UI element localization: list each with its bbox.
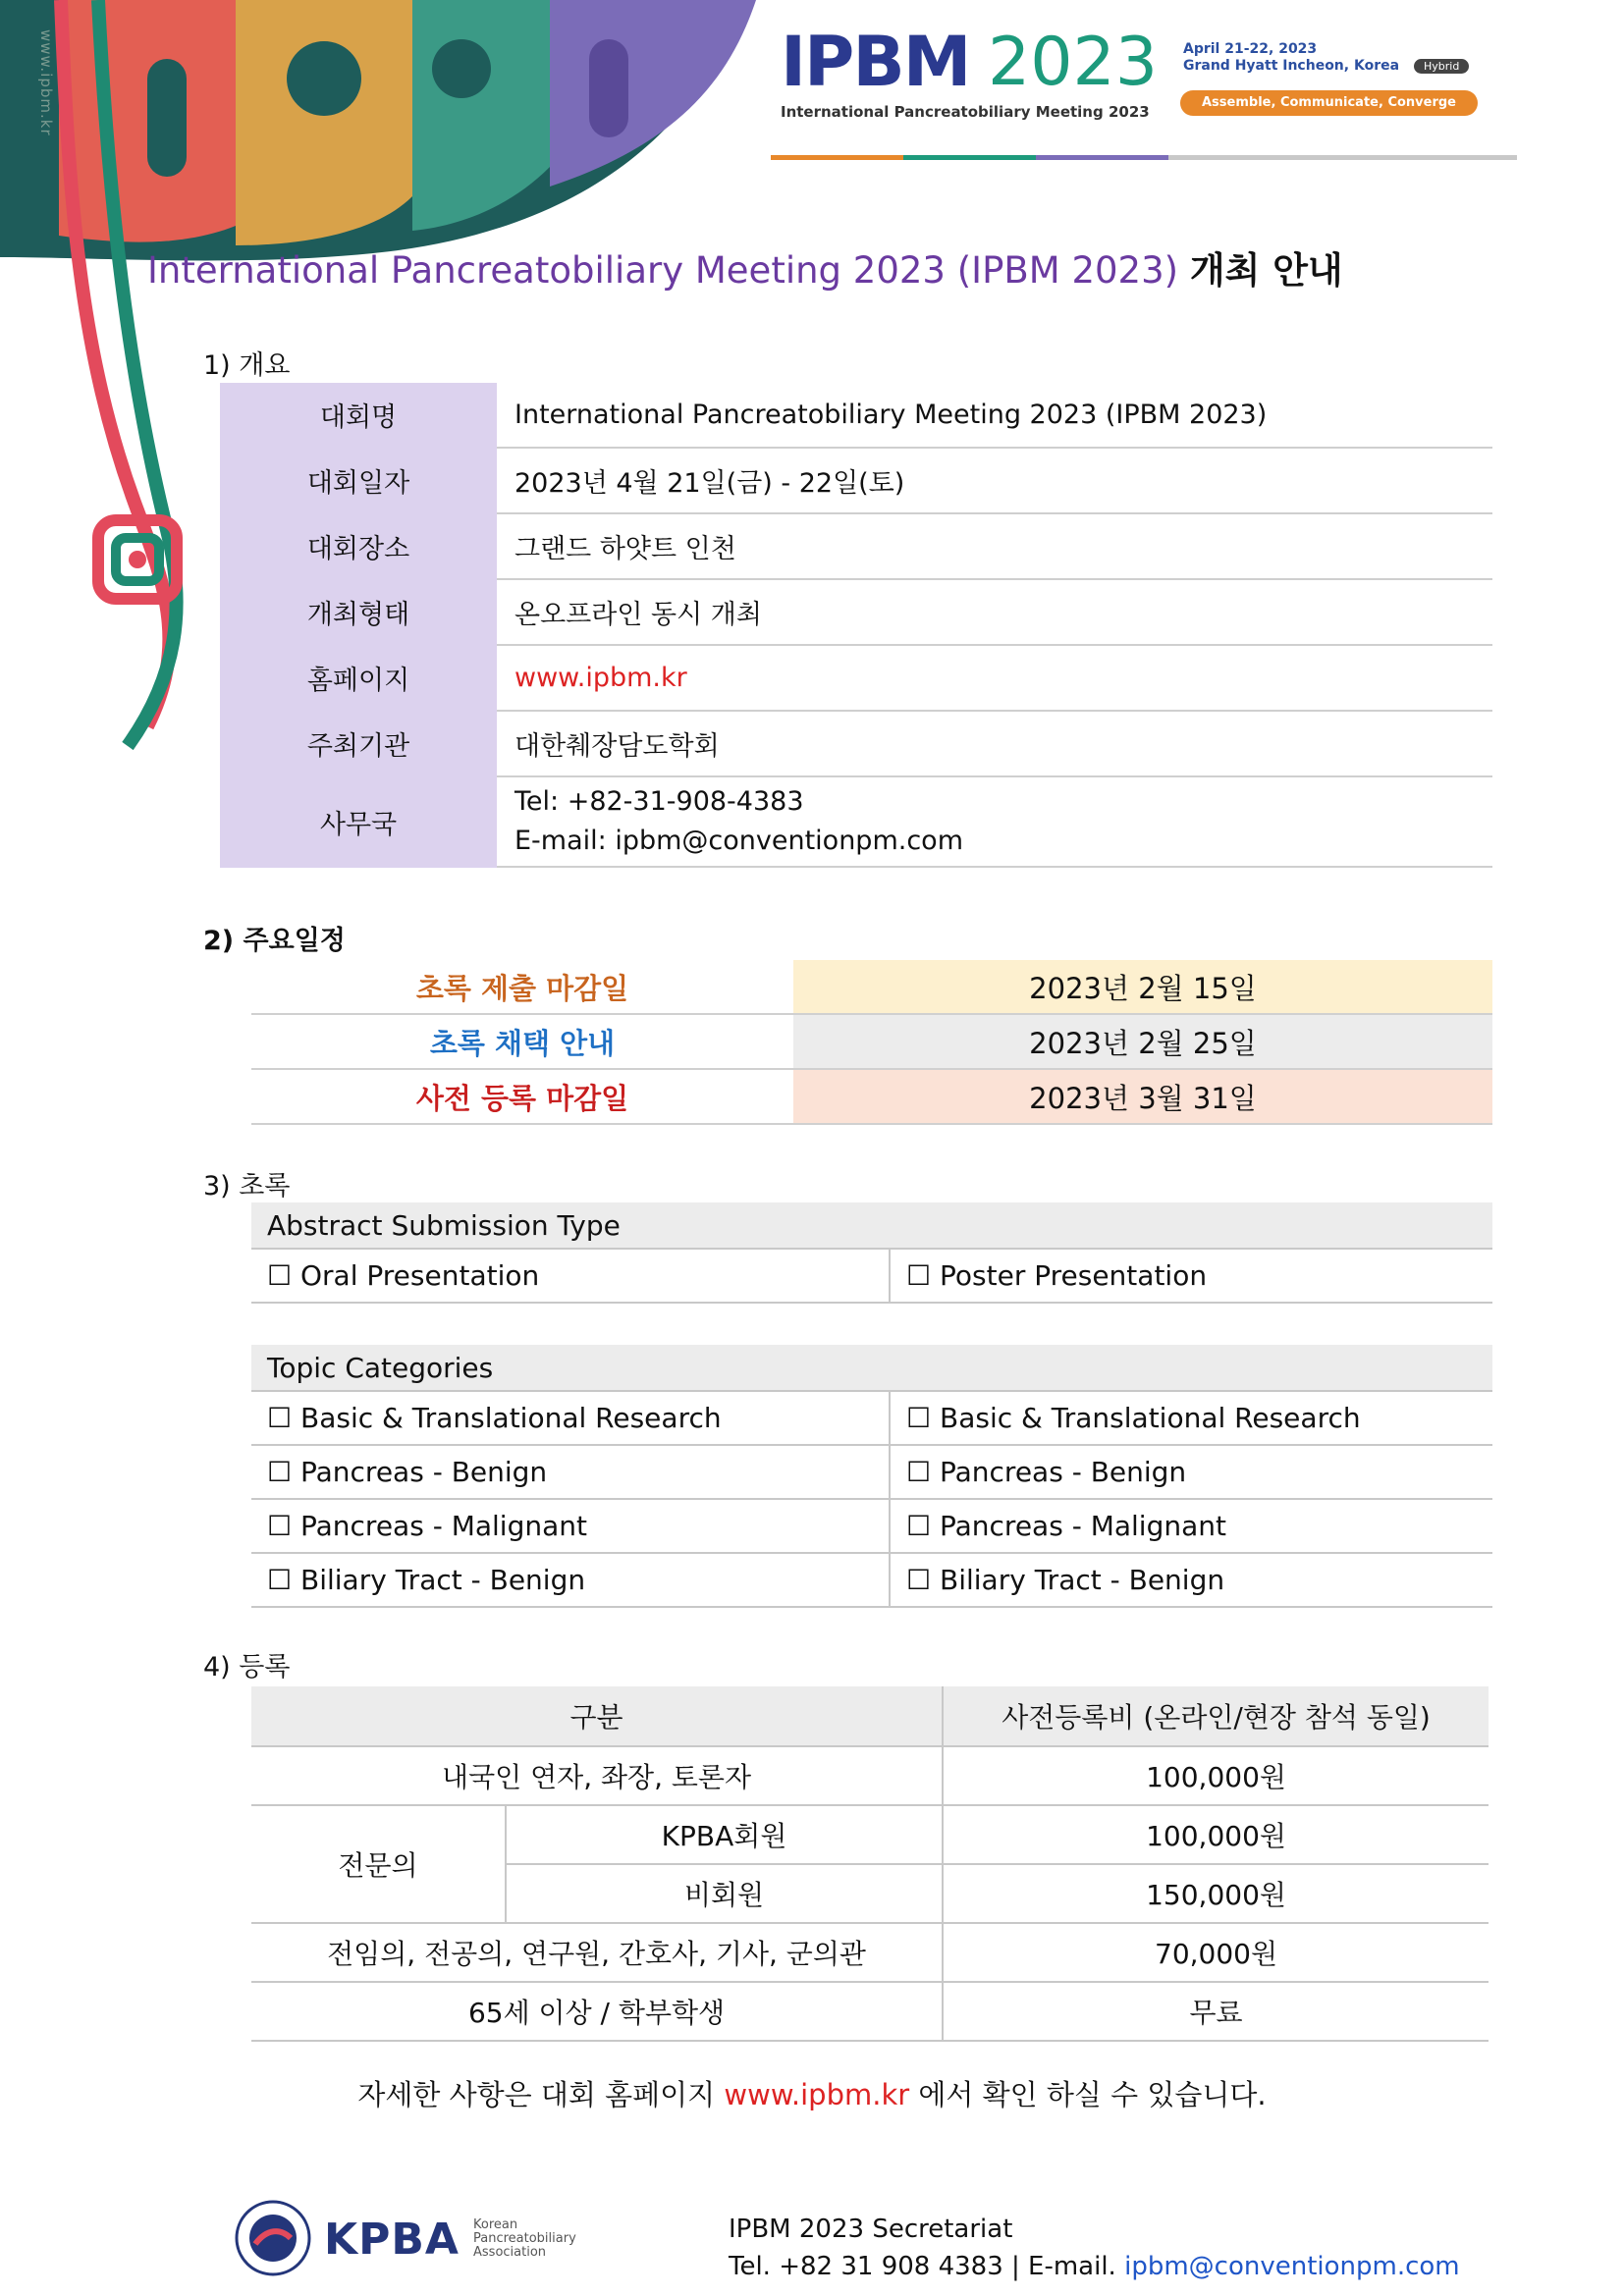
table-row bbox=[220, 645, 1492, 711]
schedule-label: 사전 등록 마감일 bbox=[251, 1069, 793, 1124]
page-title bbox=[147, 240, 1343, 294]
schedule-label: 초록 제출 마감일 bbox=[251, 960, 793, 1014]
event-logo-text: IPBM bbox=[781, 22, 970, 102]
schedule-table bbox=[251, 960, 1492, 1125]
fee-cell: 150,000원 bbox=[943, 1864, 1489, 1923]
table-row bbox=[220, 776, 1492, 867]
section-heading-overview: 1) 개요 bbox=[203, 350, 291, 381]
table-row bbox=[251, 1202, 1492, 1249]
event-date: April 21-22, 2023 bbox=[1183, 41, 1318, 57]
topic-checkbox[interactable]: ☐ Basic & Translational Research bbox=[890, 1391, 1492, 1445]
footer-note-before: 자세한 사항은 대회 홈페이지 bbox=[357, 2078, 716, 2111]
row-value: International Pancreatobiliary Meeting 2023 (IPBM 2023) bbox=[497, 383, 1492, 448]
col-header-fee: 사전등록비 (온라인/현장 참석 동일) bbox=[943, 1686, 1489, 1746]
table-row bbox=[251, 1982, 1489, 2041]
topic-checkbox[interactable]: ☐ Biliary Tract - Benign bbox=[890, 1553, 1492, 1607]
topic-categories-table bbox=[251, 1345, 1492, 1608]
fee-cell: 100,000원 bbox=[943, 1746, 1489, 1805]
table-row bbox=[251, 1391, 1492, 1445]
category-cell: 65세 이상 / 학부학생 bbox=[251, 1982, 943, 2041]
topic-checkbox[interactable]: ☐ Pancreas - Malignant bbox=[251, 1499, 890, 1553]
category-cell: 전문의 bbox=[251, 1805, 506, 1923]
secretariat-name: IPBM 2023 Secretariat bbox=[729, 2215, 1013, 2244]
table-row bbox=[251, 1249, 1492, 1303]
row-label: 사무국 bbox=[220, 776, 497, 867]
footer-homepage-link[interactable]: www.ipbm.kr bbox=[724, 2078, 910, 2111]
table-row bbox=[251, 1746, 1489, 1805]
row-value: 대한췌장담도학회 bbox=[497, 711, 1492, 776]
schedule-date: 2023년 3월 31일 bbox=[793, 1069, 1492, 1124]
section-heading-abstract: 3) 초록 bbox=[203, 1171, 291, 1201]
kpba-sub-line: Korean bbox=[473, 2217, 518, 2232]
table-row bbox=[220, 383, 1492, 448]
subcategory-cell: KPBA회원 bbox=[506, 1805, 943, 1864]
kpba-sub-line: Association bbox=[473, 2245, 547, 2260]
table-row bbox=[251, 1014, 1492, 1069]
header-divider bbox=[771, 155, 1517, 160]
kpba-logo-sub bbox=[473, 2218, 576, 2260]
table-row bbox=[220, 579, 1492, 645]
row-label: 대회장소 bbox=[220, 513, 497, 579]
fee-cell: 100,000원 bbox=[943, 1805, 1489, 1864]
event-date-block bbox=[1183, 41, 1399, 75]
row-value: 그랜드 하얏트 인천 bbox=[497, 513, 1492, 579]
table-row bbox=[220, 513, 1492, 579]
section-heading-schedule: 2) 주요일정 bbox=[203, 926, 346, 956]
fee-cell: 무료 bbox=[943, 1982, 1489, 2041]
table-row bbox=[251, 1445, 1492, 1499]
abstract-type-header: Abstract Submission Type bbox=[251, 1202, 1492, 1249]
page-title-suffix: 개최 안내 bbox=[1189, 249, 1343, 292]
section-heading-registration: 4) 등록 bbox=[203, 1652, 291, 1682]
row-value: 2023년 4월 21일(금) - 22일(토) bbox=[497, 448, 1492, 513]
hybrid-badge: Hybrid bbox=[1414, 59, 1469, 74]
col-header-category: 구분 bbox=[251, 1686, 943, 1746]
topic-checkbox[interactable]: ☐ Pancreas - Benign bbox=[251, 1445, 890, 1499]
abstract-type-table bbox=[251, 1202, 1492, 1304]
table-row bbox=[251, 960, 1492, 1014]
row-label: 대회일자 bbox=[220, 448, 497, 513]
kpba-sub-line: Pancreatobiliary bbox=[473, 2231, 576, 2246]
topic-checkbox[interactable]: ☐ Basic & Translational Research bbox=[251, 1391, 890, 1445]
slogan-badge: Assemble, Communicate, Converge bbox=[1180, 90, 1478, 116]
row-label: 주최기관 bbox=[220, 711, 497, 776]
table-row bbox=[251, 1686, 1489, 1746]
overview-table bbox=[220, 383, 1492, 868]
table-row bbox=[220, 448, 1492, 513]
secretariat-tel: Tel. +82 31 908 4383 | E-mail. bbox=[729, 2252, 1116, 2281]
table-row bbox=[251, 1553, 1492, 1607]
footer-note-after: 에서 확인 하실 수 있습니다. bbox=[918, 2078, 1267, 2111]
kpba-emblem-icon bbox=[234, 2199, 312, 2277]
row-label: 개최형태 bbox=[220, 579, 497, 645]
table-row bbox=[251, 1069, 1492, 1124]
row-label: 대회명 bbox=[220, 383, 497, 448]
topic-checkbox[interactable]: ☐ Biliary Tract - Benign bbox=[251, 1553, 890, 1607]
poster-presentation-checkbox[interactable]: ☐ Poster Presentation bbox=[890, 1249, 1492, 1303]
category-cell: 내국인 연자, 좌장, 토론자 bbox=[251, 1746, 943, 1805]
vertical-url: www.ipbm.kr bbox=[37, 29, 55, 136]
table-row bbox=[251, 1499, 1492, 1553]
table-row bbox=[220, 711, 1492, 776]
event-logo-year: 2023 bbox=[988, 24, 1159, 101]
topic-checkbox[interactable]: ☐ Pancreas - Malignant bbox=[890, 1499, 1492, 1553]
topic-categories-header: Topic Categories bbox=[251, 1345, 1492, 1391]
event-venue: Grand Hyatt Incheon, Korea bbox=[1183, 58, 1400, 74]
schedule-label: 초록 채택 안내 bbox=[251, 1014, 793, 1069]
oral-presentation-checkbox[interactable]: ☐ Oral Presentation bbox=[251, 1249, 890, 1303]
page-title-main: International Pancreatobiliary Meeting 2023 (IPBM 2023) bbox=[147, 249, 1179, 292]
category-cell: 전임의, 전공의, 연구원, 간호사, 기사, 군의관 bbox=[251, 1923, 943, 1982]
secretariat-email-link[interactable]: ipbm@conventionpm.com bbox=[1124, 2252, 1460, 2281]
office-email: E-mail: ipbm@conventionpm.com bbox=[514, 826, 963, 856]
footer-note bbox=[0, 2073, 1624, 2113]
table-row bbox=[251, 1805, 1489, 1864]
fee-cell: 70,000원 bbox=[943, 1923, 1489, 1982]
table-row bbox=[251, 1345, 1492, 1391]
subcategory-cell: 비회원 bbox=[506, 1864, 943, 1923]
office-tel: Tel: +82-31-908-4383 bbox=[514, 786, 804, 817]
schedule-date: 2023년 2월 25일 bbox=[793, 1014, 1492, 1069]
kpba-logo: KPBA bbox=[324, 2215, 460, 2265]
row-label: 홈페이지 bbox=[220, 645, 497, 711]
row-value: 온오프라인 동시 개최 bbox=[497, 579, 1492, 645]
secretariat-contact bbox=[729, 2211, 1460, 2285]
topic-checkbox[interactable]: ☐ Pancreas - Benign bbox=[890, 1445, 1492, 1499]
homepage-link[interactable]: www.ipbm.kr bbox=[514, 663, 687, 693]
event-logo-subtitle: International Pancreatobiliary Meeting 2023 bbox=[781, 103, 1150, 121]
schedule-date: 2023년 2월 15일 bbox=[793, 960, 1492, 1014]
registration-fee-table bbox=[251, 1686, 1489, 2042]
table-row bbox=[251, 1923, 1489, 1982]
